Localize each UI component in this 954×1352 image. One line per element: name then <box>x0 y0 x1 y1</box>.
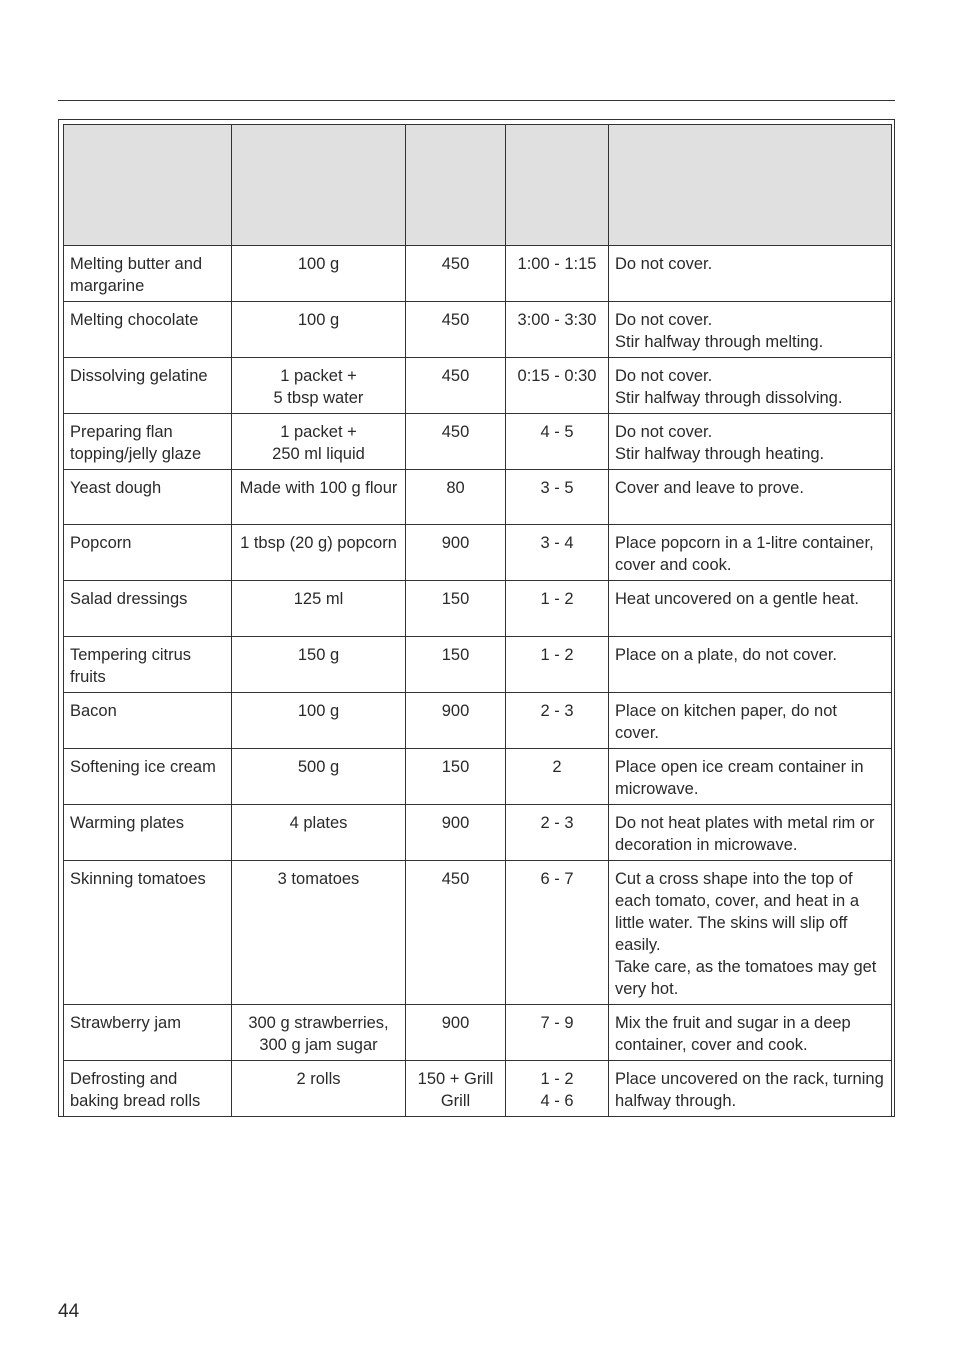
cell-notes: Heat uncovered on a gentle heat. <box>609 581 892 637</box>
cell-time: 3:00 - 3:30 <box>506 302 609 358</box>
table-row <box>64 805 892 861</box>
cell-task: Preparing flan topping/jelly glaze <box>64 414 232 470</box>
cell-time: 4 - 5 <box>506 414 609 470</box>
cell-task: Salad dressings <box>64 581 232 637</box>
cell-power: 450 <box>406 414 506 470</box>
cell-task: Warming plates <box>64 805 232 861</box>
cell-power: 900 <box>406 805 506 861</box>
cell-quantity: 3 tomatoes <box>232 861 406 1005</box>
cell-quantity: 2 rolls <box>232 1061 406 1117</box>
top-rule <box>58 100 895 101</box>
cell-time: 0:15 - 0:30 <box>506 358 609 414</box>
table-row <box>64 749 892 805</box>
cell-quantity: 1 packet + 5 tbsp water <box>232 358 406 414</box>
header-cell-time <box>506 125 609 246</box>
cell-power: 900 <box>406 525 506 581</box>
cell-quantity: 100 g <box>232 302 406 358</box>
header-cell-power <box>406 125 506 246</box>
table-row <box>64 246 892 302</box>
cell-time: 2 - 3 <box>506 805 609 861</box>
cell-time: 6 - 7 <box>506 861 609 1005</box>
cell-notes: Cover and leave to prove. <box>609 470 892 525</box>
cell-quantity: 500 g <box>232 749 406 805</box>
cell-notes: Do not cover. Stir halfway through melting. <box>609 302 892 358</box>
cell-time: 3 - 4 <box>506 525 609 581</box>
table-row <box>64 302 892 358</box>
cell-power: 150 <box>406 749 506 805</box>
cell-quantity: 300 g strawberries, 300 g jam sugar <box>232 1005 406 1061</box>
cooking-table-frame <box>58 119 895 1117</box>
table-row <box>64 693 892 749</box>
header-cell-notes <box>609 125 892 246</box>
cell-notes: Mix the fruit and sugar in a deep container, cover and cook. <box>609 1005 892 1061</box>
cell-task: Skinning tomatoes <box>64 861 232 1005</box>
table-row <box>64 637 892 693</box>
cell-task: Melting butter and margarine <box>64 246 232 302</box>
cell-power: 450 <box>406 861 506 1005</box>
cell-power: 450 <box>406 358 506 414</box>
cell-notes: Place uncovered on the rack, turning halfway through. <box>609 1061 892 1117</box>
table-row <box>64 1061 892 1117</box>
cell-power: 450 <box>406 246 506 302</box>
cell-power: 150 <box>406 581 506 637</box>
cell-time: 1 - 2 <box>506 637 609 693</box>
cell-time: 1 - 2 <box>506 581 609 637</box>
cell-time: 7 - 9 <box>506 1005 609 1061</box>
cell-power: 450 <box>406 302 506 358</box>
table-row <box>64 414 892 470</box>
cell-quantity: 1 tbsp (20 g) popcorn <box>232 525 406 581</box>
table-row <box>64 581 892 637</box>
cell-task: Yeast dough <box>64 470 232 525</box>
cell-quantity: 100 g <box>232 246 406 302</box>
cell-time: 2 - 3 <box>506 693 609 749</box>
cell-notes: Place on kitchen paper, do not cover. <box>609 693 892 749</box>
cell-task: Softening ice cream <box>64 749 232 805</box>
cell-quantity: 125 ml <box>232 581 406 637</box>
cell-task: Strawberry jam <box>64 1005 232 1061</box>
cell-time: 2 <box>506 749 609 805</box>
cell-task: Popcorn <box>64 525 232 581</box>
cell-quantity: 1 packet + 250 ml liquid <box>232 414 406 470</box>
cell-power: 900 <box>406 1005 506 1061</box>
table-header-row <box>64 125 892 246</box>
cell-power: 150 <box>406 637 506 693</box>
cell-task: Melting chocolate <box>64 302 232 358</box>
cell-quantity: 150 g <box>232 637 406 693</box>
cell-task: Dissolving gelatine <box>64 358 232 414</box>
cell-task: Bacon <box>64 693 232 749</box>
table-row <box>64 470 892 525</box>
table-row <box>64 861 892 1005</box>
header-cell-quantity <box>232 125 406 246</box>
cell-notes: Do not cover. <box>609 246 892 302</box>
cooking-table <box>63 124 892 1117</box>
cell-quantity: Made with 100 g flour <box>232 470 406 525</box>
cell-power: 150 + Grill Grill <box>406 1061 506 1117</box>
cell-quantity: 100 g <box>232 693 406 749</box>
cell-notes: Do not cover. Stir halfway through heating. <box>609 414 892 470</box>
page-number: 44 <box>58 1301 80 1322</box>
cell-quantity: 4 plates <box>232 805 406 861</box>
cell-task: Defrosting and baking bread rolls <box>64 1061 232 1117</box>
cell-notes: Place open ice cream container in microwave. <box>609 749 892 805</box>
cell-notes: Do not cover. Stir halfway through dissolving. <box>609 358 892 414</box>
cell-power: 80 <box>406 470 506 525</box>
table-row <box>64 358 892 414</box>
cell-notes: Place popcorn in a 1-litre container, cover and cook. <box>609 525 892 581</box>
table-body <box>64 246 892 1117</box>
cell-task: Tempering citrus fruits <box>64 637 232 693</box>
cell-notes: Place on a plate, do not cover. <box>609 637 892 693</box>
cell-time: 3 - 5 <box>506 470 609 525</box>
header-cell-task <box>64 125 232 246</box>
cell-notes: Cut a cross shape into the top of each tomato, cover, and heat in a little water. The skins will slip off easily. Take care, as the tomatoes may get very hot. <box>609 861 892 1005</box>
table-row <box>64 525 892 581</box>
cell-time: 1 - 2 4 - 6 <box>506 1061 609 1117</box>
cell-power: 900 <box>406 693 506 749</box>
cell-notes: Do not heat plates with metal rim or decoration in microwave. <box>609 805 892 861</box>
cell-time: 1:00 - 1:15 <box>506 246 609 302</box>
table-row <box>64 1005 892 1061</box>
